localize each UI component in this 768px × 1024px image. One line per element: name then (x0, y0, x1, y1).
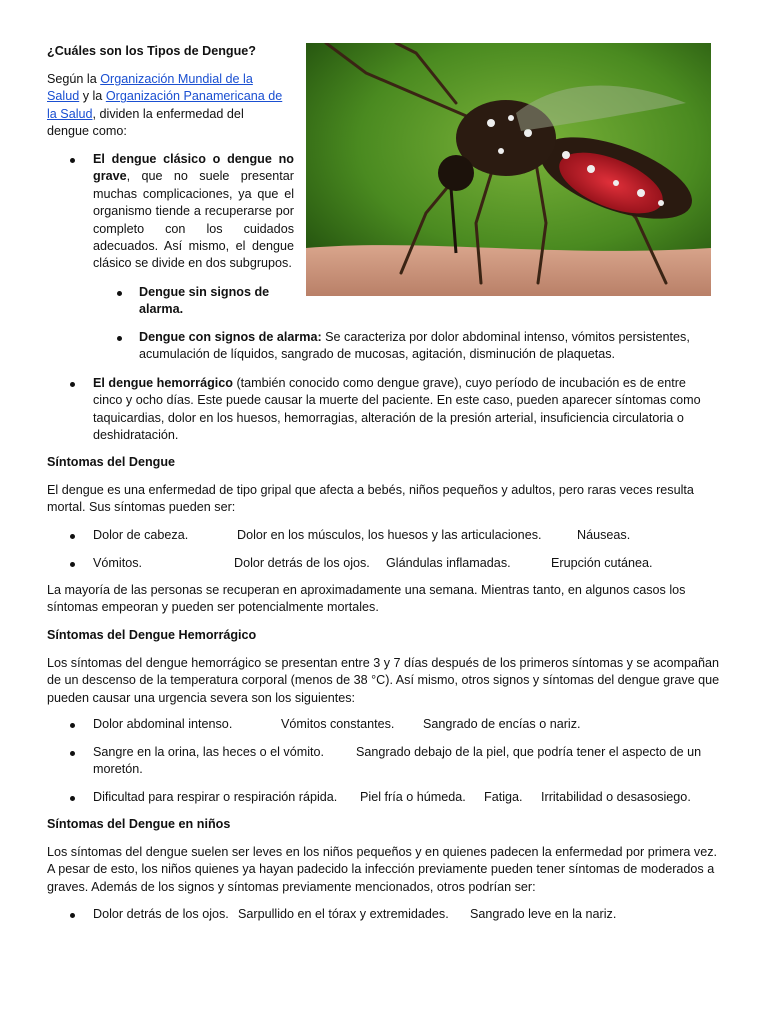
intro-paragraph: Según la Organización Mundial de la Salud y la Organización Panamericana de la Salud, dividen la enfermedad del dengue como: (47, 72, 283, 139)
children-paragraph: Los síntomas del dengue suelen ser leves en los niños pequeños y en quienes padecen la enfermedad por primera vez. A pesar de esto, los niños quienes ya hayan padecido la infección previamente pueden tener síntomas de moderados a graves. Además de los signos y síntomas previamente mencionados, otros podrían ser: (47, 845, 717, 894)
with-alarm-item: Dengue con signos de alarma: Se caracteriza por dolor abdominal intenso, vómitos persistentes, acumulación de líquidos, sangrado de mucosas, agitación, disminución de plaquetas. (139, 330, 690, 362)
symptom-item-continuation: moretón. (93, 762, 143, 776)
hemorrhagic-heading: Síntomas del Dengue Hemorrágico (47, 628, 257, 642)
mosquito-photo (306, 43, 711, 296)
bullet (117, 336, 122, 341)
symptom-item: Sangre en la orina, las heces o el vómito. (93, 745, 325, 759)
symptom-item: Irritabilidad o desasosiego. (541, 790, 691, 804)
symptom-item: Fatiga. (484, 790, 523, 804)
bullet (70, 382, 75, 387)
types-heading: ¿Cuáles son los Tipos de Dengue? (47, 44, 256, 58)
symptom-item: Náuseas. (577, 528, 631, 542)
symptoms-paragraph: El dengue es una enfermedad de tipo gripal que afecta a bebés, niños pequeños y adultos, pero raras veces resulta mortal. Sus síntomas pueden ser: (47, 483, 694, 515)
bullet (117, 291, 122, 296)
symptom-item: Dolor detrás de los ojos. (234, 556, 370, 570)
symptom-item: Vómitos constantes. (281, 717, 395, 731)
no-alarm-item: Dengue sin signos de alarma. (139, 285, 270, 317)
symptom-item: Glándulas inflamadas. (386, 556, 511, 570)
symptom-item: Sangrado leve en la nariz. (470, 907, 617, 921)
symptom-item: Dolor de cabeza. (93, 528, 189, 542)
symptoms-row-1 (0, 527, 768, 545)
children-heading: Síntomas del Dengue en niños (47, 817, 231, 831)
hemorrhagic-row-3 (0, 789, 768, 807)
symptom-item: Piel fría o húmeda. (360, 790, 466, 804)
paho-link[interactable]: Organización Panamericana de la Salud (47, 89, 283, 121)
symptom-item: Dolor detrás de los ojos. (93, 907, 229, 921)
symptoms-heading: Síntomas del Dengue (47, 455, 176, 469)
symptoms-row-2 (0, 555, 768, 573)
classic-dengue-item: El dengue clásico o dengue no grave, que no suele presentar muchas complicaciones, ya que el organismo tiende a recuperarse por completo con los cuidados adecuados. Así mismo, el dengue clásico se divide en dos subgrupos. (93, 152, 294, 271)
symptoms-closing: La mayoría de las personas se recuperan en aproximadamente una semana. Mientras tanto, en algunos casos los síntomas empeoran y pueden ser potencialmente mortales. (47, 583, 686, 615)
who-link[interactable]: Organización Mundial de la Salud (47, 72, 253, 104)
bullet (70, 158, 75, 163)
symptom-item: Vómitos. (93, 556, 142, 570)
symptom-item: Dolor en los músculos, los huesos y las articulaciones. (237, 528, 542, 542)
symptom-item: Sangrado de encías o nariz. (423, 717, 581, 731)
hemorrhagic-row-1 (0, 716, 768, 734)
symptom-item: Erupción cutánea. (551, 556, 653, 570)
children-row-1 (0, 906, 768, 924)
symptom-item: Sangrado debajo de la piel, que podría tener el aspecto de un (356, 745, 702, 759)
hemorrhagic-dengue-item: El dengue hemorrágico (también conocido como dengue grave), cuyo período de incubación es de entre cinco y ocho días. Este puede causar la muerte del paciente. En este caso, pueden aparecer síntomas como taquicardias, dolor en los huesos, hemorragias, alteración de la presión arterial, insuficiencia circulatoria o deshidratación. (93, 376, 701, 443)
symptom-item: Dificultad para respirar o respiración rápida. (93, 790, 338, 804)
symptom-item: Dolor abdominal intenso. (93, 717, 233, 731)
mosquito-illustration (306, 43, 711, 296)
symptom-item: Sarpullido en el tórax y extremidades. (238, 907, 449, 921)
hemorrhagic-row-2 (0, 744, 768, 780)
hemorrhagic-paragraph: Los síntomas del dengue hemorrágico se presentan entre 3 y 7 días después de los primeros síntomas y se acompañan de un descenso de la temperatura corporal (menos de 38 °C). Así mismo, otros signos y síntomas del dengue grave que pueden causar una urgencia severa son los siguientes: (47, 656, 720, 705)
